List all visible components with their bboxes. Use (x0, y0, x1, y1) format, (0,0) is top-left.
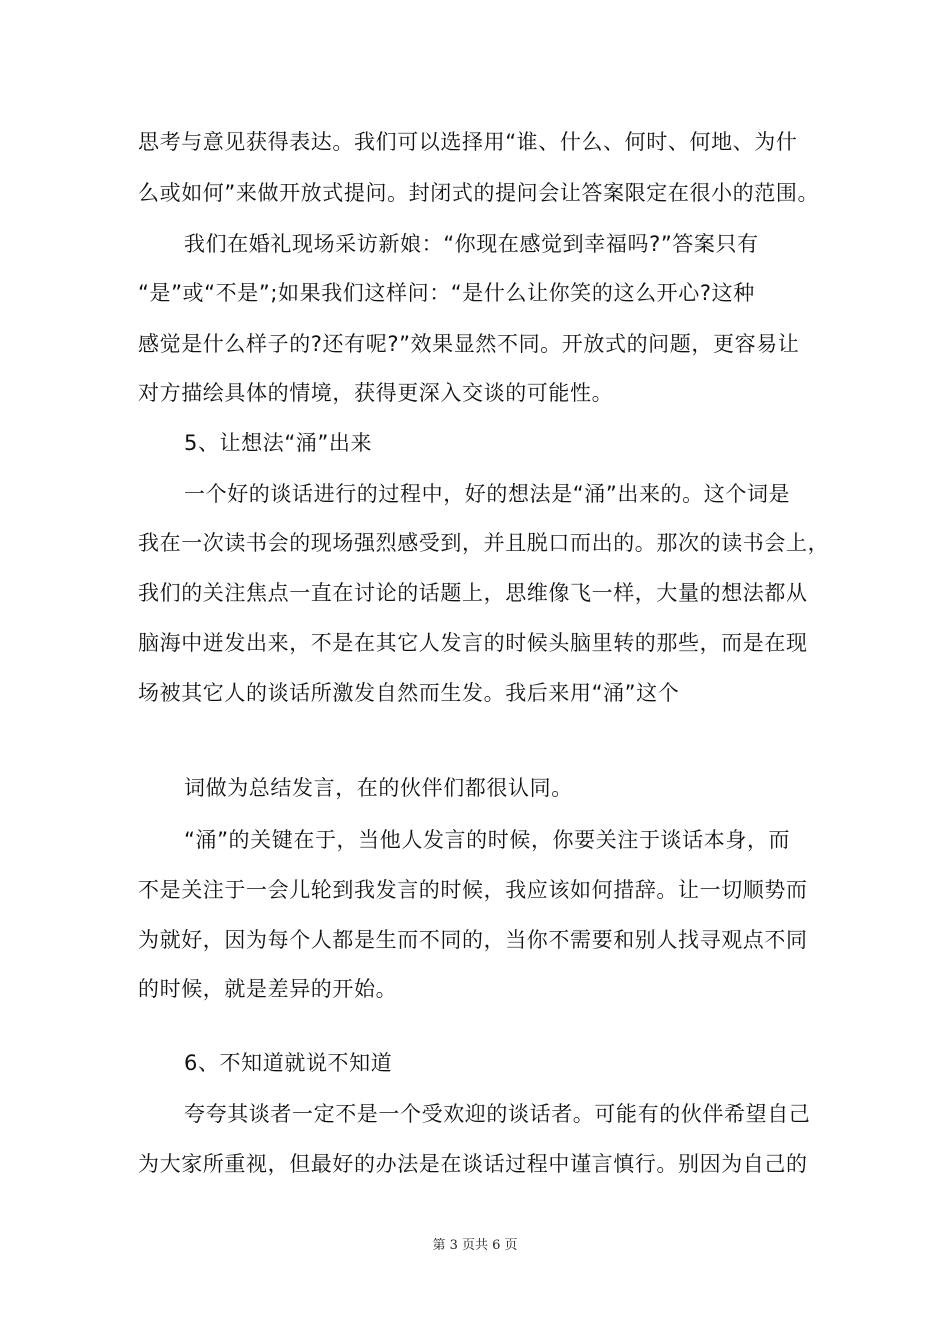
paragraph-line: 么或如何”来做开放式提问。封闭式的提问会让答案限定在很小的范围。 (138, 181, 820, 205)
page-number-footer: 第 3 页共 6 页 (432, 1238, 518, 1253)
paragraph-line: 我在一次读书会的现场强烈感受到，并且脱口而出的。那次的读书会上， (138, 531, 830, 555)
paragraph-line: 感觉是什么样子的?还有呢?”效果显然不同。开放式的问题，更容易让 (138, 332, 800, 356)
paragraph-line: 为大家所重视，但最好的办法是在谈话过程中谨言慎行。别因为自己的 (138, 1152, 808, 1176)
paragraph-line: 思考与意见获得表达。我们可以选择用“谁、什么、何时、何地、为什 (138, 130, 798, 154)
section-heading: 5、让想法“涌”出来 (184, 431, 373, 455)
paragraph-line: 的时候，就是差异的开始。 (138, 977, 398, 1001)
paragraph-line: 对方描绘具体的情境，获得更深入交谈的可能性。 (138, 381, 614, 405)
paragraph-line: 为就好，因为每个人都是生而不同的，当你不需要和别人找寻观点不同 (138, 928, 808, 952)
paragraph-line: 词做为总结发言，在的伙伴们都很认同。 (184, 776, 573, 800)
paragraph-line: 夸夸其谈者一定不是一个受欢迎的谈话者。可能有的伙伴希望自己 (184, 1102, 811, 1126)
paragraph-line: 脑海中迸发出来，不是在其它人发言的时候头脑里转的那些，而是在现 (138, 631, 808, 655)
paragraph-line: 场被其它人的谈话所激发自然而生发。我后来用“涌”这个 (138, 681, 680, 705)
paragraph-line: “涌”的关键在于，当他人发言的时候，你要关注于谈话本身，而 (184, 828, 791, 852)
paragraph-line: 我们的关注焦点一直在讨论的话题上，思维像飞一样，大量的想法都从 (138, 581, 808, 605)
paragraph-line: 不是关注于一会儿轮到我发言的时候，我应该如何措辞。让一切顺势而 (138, 878, 808, 902)
paragraph-line: 我们在婚礼现场采访新娘：“你现在感觉到幸福吗?”答案只有 (184, 232, 759, 256)
paragraph-line: 一个好的谈话进行的过程中，好的想法是“涌”出来的。这个词是 (184, 482, 791, 506)
section-heading: 6、不知道就说不知道 (184, 1051, 393, 1075)
paragraph-line: “是”或“不是”;如果我们这样问：“是什么让你笑的这么开心?这种 (138, 281, 755, 305)
